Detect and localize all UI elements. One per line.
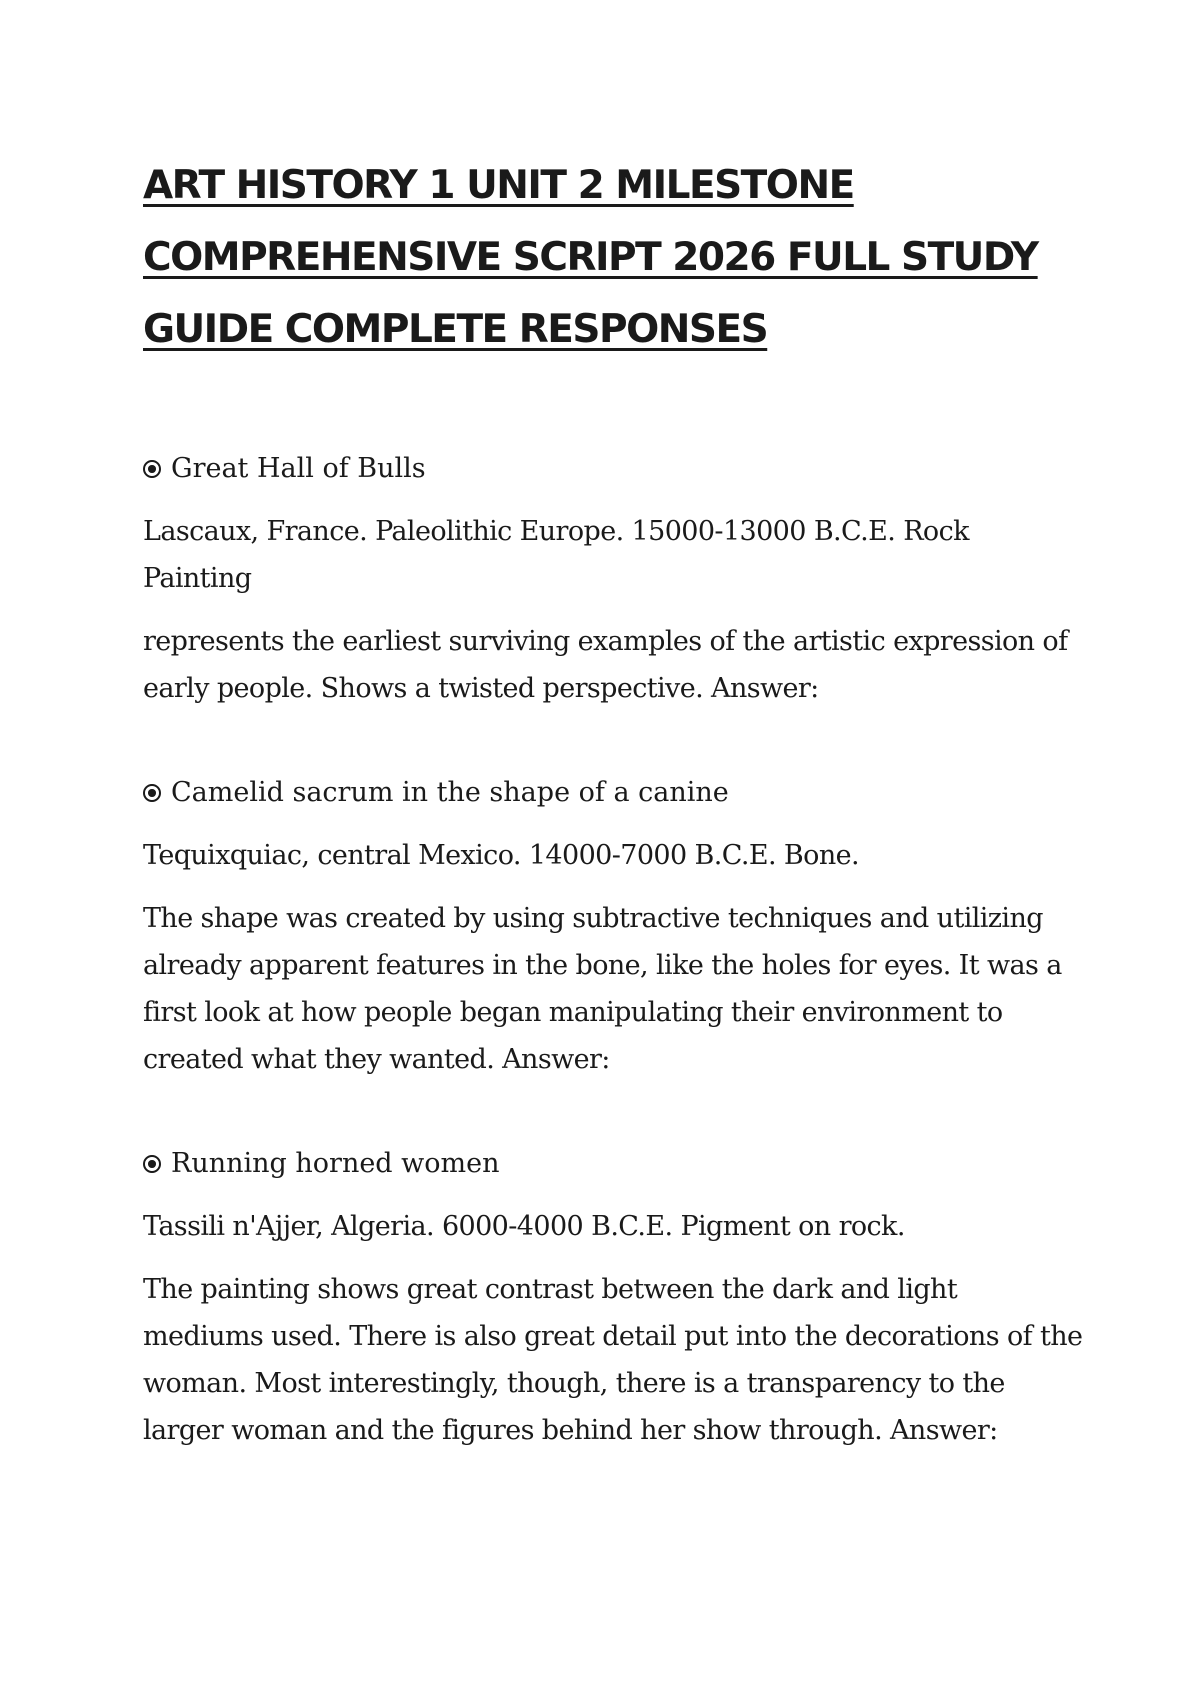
document-page bbox=[143, 150, 1083, 1512]
radio-bullet-icon bbox=[143, 784, 161, 802]
entry-term-text: Running horned women bbox=[171, 1148, 500, 1179]
title-line-3: GUIDE COMPLETE RESPONSES bbox=[143, 307, 768, 352]
title-line-2: COMPREHENSIVE SCRIPT 2026 FULL STUDY bbox=[143, 235, 1038, 280]
document-title bbox=[143, 150, 1083, 366]
entry-term bbox=[143, 446, 1083, 492]
title-line-1: ART HISTORY 1 UNIT 2 MILESTONE bbox=[143, 163, 854, 208]
entry-list bbox=[143, 446, 1083, 1454]
entry-term bbox=[143, 770, 1083, 816]
entry-camelid-sacrum bbox=[143, 770, 1083, 1083]
entry-term-text: Great Hall of Bulls bbox=[171, 453, 426, 484]
entry-meta: Tassili n'Ajjer, Algeria. 6000-4000 B.C.E. Pigment on rock. bbox=[143, 1211, 905, 1242]
entry-description: represents the earliest surviving examples of the artistic expression of early people. Shows a twisted perspective. Answer: bbox=[143, 626, 1068, 704]
entry-term bbox=[143, 1141, 1083, 1187]
entry-description: The painting shows great contrast between the dark and light mediums used. There is also great detail put into the decorations of the woman. Most interestingly, though, there is a transparency to the larger woman and the figures behind her show through. Answer: bbox=[143, 1274, 1083, 1446]
entry-meta: Tequixquiac, central Mexico. 14000-7000 B.C.E. Bone. bbox=[143, 840, 859, 871]
entry-meta: Lascaux, France. Paleolithic Europe. 15000-13000 B.C.E. Rock Painting bbox=[143, 516, 969, 594]
radio-bullet-icon bbox=[143, 460, 161, 478]
entry-description: The shape was created by using subtractive techniques and utilizing already apparent features in the bone, like the holes for eyes. It was a first look at how people began manipulating their environment to created what they wanted. Answer: bbox=[143, 903, 1062, 1075]
entry-term-text: Camelid sacrum in the shape of a canine bbox=[171, 777, 729, 808]
radio-bullet-icon bbox=[143, 1155, 161, 1173]
entry-great-hall-of-bulls bbox=[143, 446, 1083, 712]
entry-running-horned-women bbox=[143, 1141, 1083, 1454]
